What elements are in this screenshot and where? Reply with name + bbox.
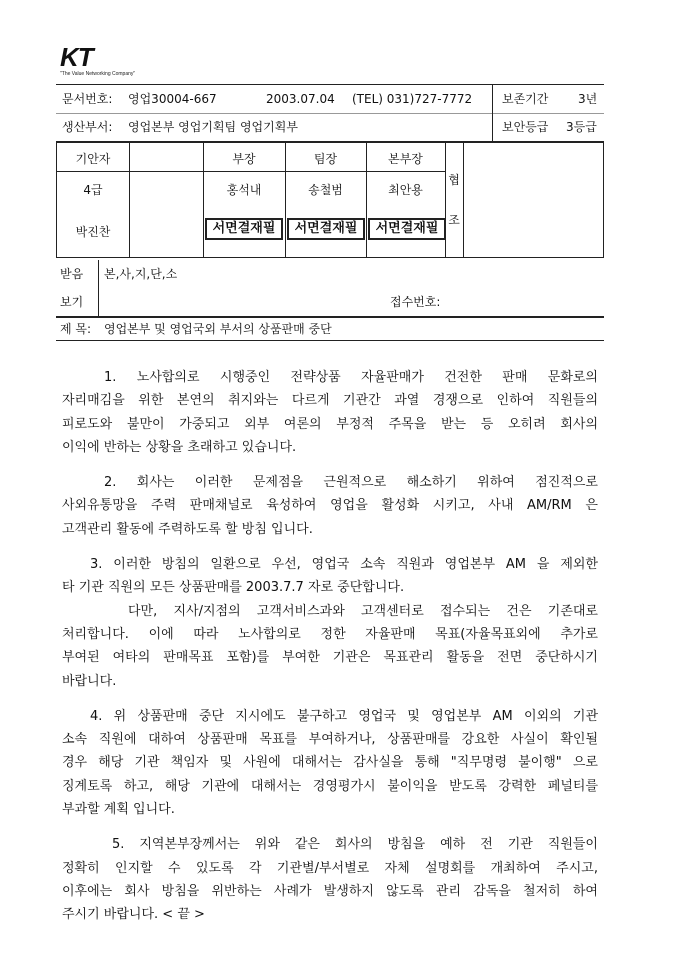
- drafter-grade: 4급: [83, 183, 103, 197]
- paragraph-line: 소속 직원에 대하여 상품판매 목표를 부여하거나, 상품판매를 강요한 사실이 확인될: [62, 732, 598, 748]
- subject-line: [56, 316, 604, 341]
- approver-2-title: 팀장: [313, 152, 338, 166]
- drafter-name: 박진찬: [75, 225, 111, 239]
- paragraph-5: [62, 833, 598, 926]
- paragraph-3: [62, 553, 598, 693]
- dept-label: 생산부서:: [62, 120, 113, 134]
- paragraph-line: 징계토록 하고, 해당 기관에 대해서는 경영평가시 불이익을 받도록 강력한 페널티를: [62, 778, 598, 794]
- recv-value: 본,사,지,단,소: [104, 267, 178, 281]
- paragraph-line: 다만, 지사/지점의 고객서비스과와 고객센터로 접수되는 건은 기존대로: [128, 603, 598, 619]
- paragraph-line: 피로도와 불만이 가중되고 외부 여론의 부정적 주목을 받는 등 오히려 회사의: [62, 416, 598, 432]
- paragraph-line: 바랍니다.: [62, 673, 117, 689]
- view-row: [56, 288, 604, 316]
- kt-logo: [60, 44, 135, 77]
- retention-value: 3년: [578, 92, 598, 106]
- recipients-block: [56, 260, 604, 316]
- approver-3-name: 최안용: [388, 183, 423, 197]
- signature-stamp: 서면결재필: [205, 218, 283, 240]
- paragraph-line: 자리매김을 위한 본연의 취지와는 다르게 기관간 과열 경쟁으로 인하여 직원들의: [62, 393, 598, 409]
- doc-tel: (TEL) 031)727-7772: [352, 92, 473, 106]
- paragraph-line: 처리합니다. 이에 따라 노사합의로 정한 자율판매 목표(자율목표외에 추가로: [62, 626, 598, 642]
- security-label: 보안등급: [502, 120, 549, 134]
- paragraph-line: 1. 노사합의로 시행중인 전략상품 자율판매가 건전한 판매 문화로의: [104, 370, 598, 385]
- signature-stamp: 서면결재필: [287, 218, 365, 240]
- paragraph-4: [62, 705, 598, 821]
- subject-text: 영업본부 및 영업국외 부서의 상품판매 중단: [104, 322, 332, 336]
- drafter-label: 기안자: [75, 152, 111, 166]
- divider: [129, 143, 130, 257]
- paragraph-line: 경우 해당 기관 책임자 및 사원에 대해서는 감사실을 통해 "직무명령 불이행" 으로: [62, 755, 598, 771]
- paragraph-2: [62, 471, 598, 541]
- divider: [98, 260, 99, 316]
- paragraph-line: 부여된 여타의 판매목표 포함)를 부여한 기관은 목표관리 활동을 전면 중단하시기: [62, 650, 598, 666]
- paragraph-line: 3. 이러한 방침의 일환으로 우선, 영업국 소속 직원과 영업본부 AM 을 제외한: [90, 557, 598, 573]
- signature-stamp: 서면결재필: [368, 218, 446, 240]
- paragraph-line: 2. 회사는 이러한 문제점을 근원적으로 해소하기 위하여 점진적으로: [104, 475, 598, 491]
- approver-2-name: 송철범: [308, 183, 343, 197]
- view-label: 보기: [60, 295, 84, 309]
- doc-no: 영업30004-667: [128, 92, 217, 106]
- approver-1-name: 홍석내: [226, 183, 262, 197]
- paragraph-line: 4. 위 상품판매 중단 지시에도 불구하고 영업국 및 영업본부 AM 이외의 기관: [90, 708, 598, 724]
- document-body: [62, 366, 598, 939]
- header-row-2: [56, 113, 604, 141]
- paragraph-line: 5. 지역본부장께서는 위와 같은 회사의 방침을 예하 전 기관 직원들이: [112, 837, 598, 853]
- paragraph-line: 고객관리 활동에 주력하도록 할 방침 입니다.: [62, 521, 313, 537]
- dept-value: 영업본부 영업기획팀 영업기획부: [128, 120, 298, 134]
- paragraph-line: 정확히 인지할 수 있도록 각 기관별/부서별로 자체 설명회를 개최하여 주시고,: [62, 860, 598, 876]
- header-divider: [492, 85, 493, 141]
- coop-label-2: 조: [448, 213, 460, 227]
- logo-tagline: "The Value Networking Company": [60, 71, 136, 77]
- logo-text: KT: [60, 42, 93, 72]
- paragraph-line: 이후에는 회사 방침을 위반하는 사례가 발생하지 않도록 관리 감독을 철저히 하여: [62, 883, 598, 899]
- coop-label-1: 협: [448, 173, 460, 187]
- paragraph-line: 타 기관 직원의 모든 상품판매를 2003.7.7 자로 중단합니다.: [62, 580, 405, 596]
- approver-3-title: 본부장: [388, 152, 423, 166]
- subject-label: 제 목:: [60, 322, 92, 336]
- document-header: [56, 84, 604, 142]
- paragraph-line: 주시기 바랍니다. < 끝 >: [62, 907, 205, 923]
- paragraph-line: 사외유통망을 주력 판매채널로 육성하여 영업을 활성화 시키고, 사내 AM/RM 은: [62, 498, 598, 514]
- paragraph-1: [62, 366, 598, 459]
- retention-label: 보존기간: [502, 92, 549, 106]
- recipients-row: [56, 260, 604, 288]
- receipt-no-label: 접수번호:: [390, 295, 441, 309]
- approval-table: [56, 142, 604, 258]
- divider: [463, 143, 464, 257]
- paragraph-line: 이익에 반하는 상황을 초래하고 있습니다.: [62, 439, 297, 455]
- paragraph-line: 부과할 계획 입니다.: [62, 802, 175, 818]
- doc-no-label: 문서번호:: [62, 92, 113, 106]
- header-row-1: [56, 85, 604, 114]
- divider: [57, 171, 445, 172]
- security-value: 3등급: [566, 120, 597, 134]
- doc-date: 2003.07.04: [266, 92, 335, 106]
- recv-label: 받음: [60, 267, 84, 281]
- approver-1-title: 부장: [232, 152, 256, 166]
